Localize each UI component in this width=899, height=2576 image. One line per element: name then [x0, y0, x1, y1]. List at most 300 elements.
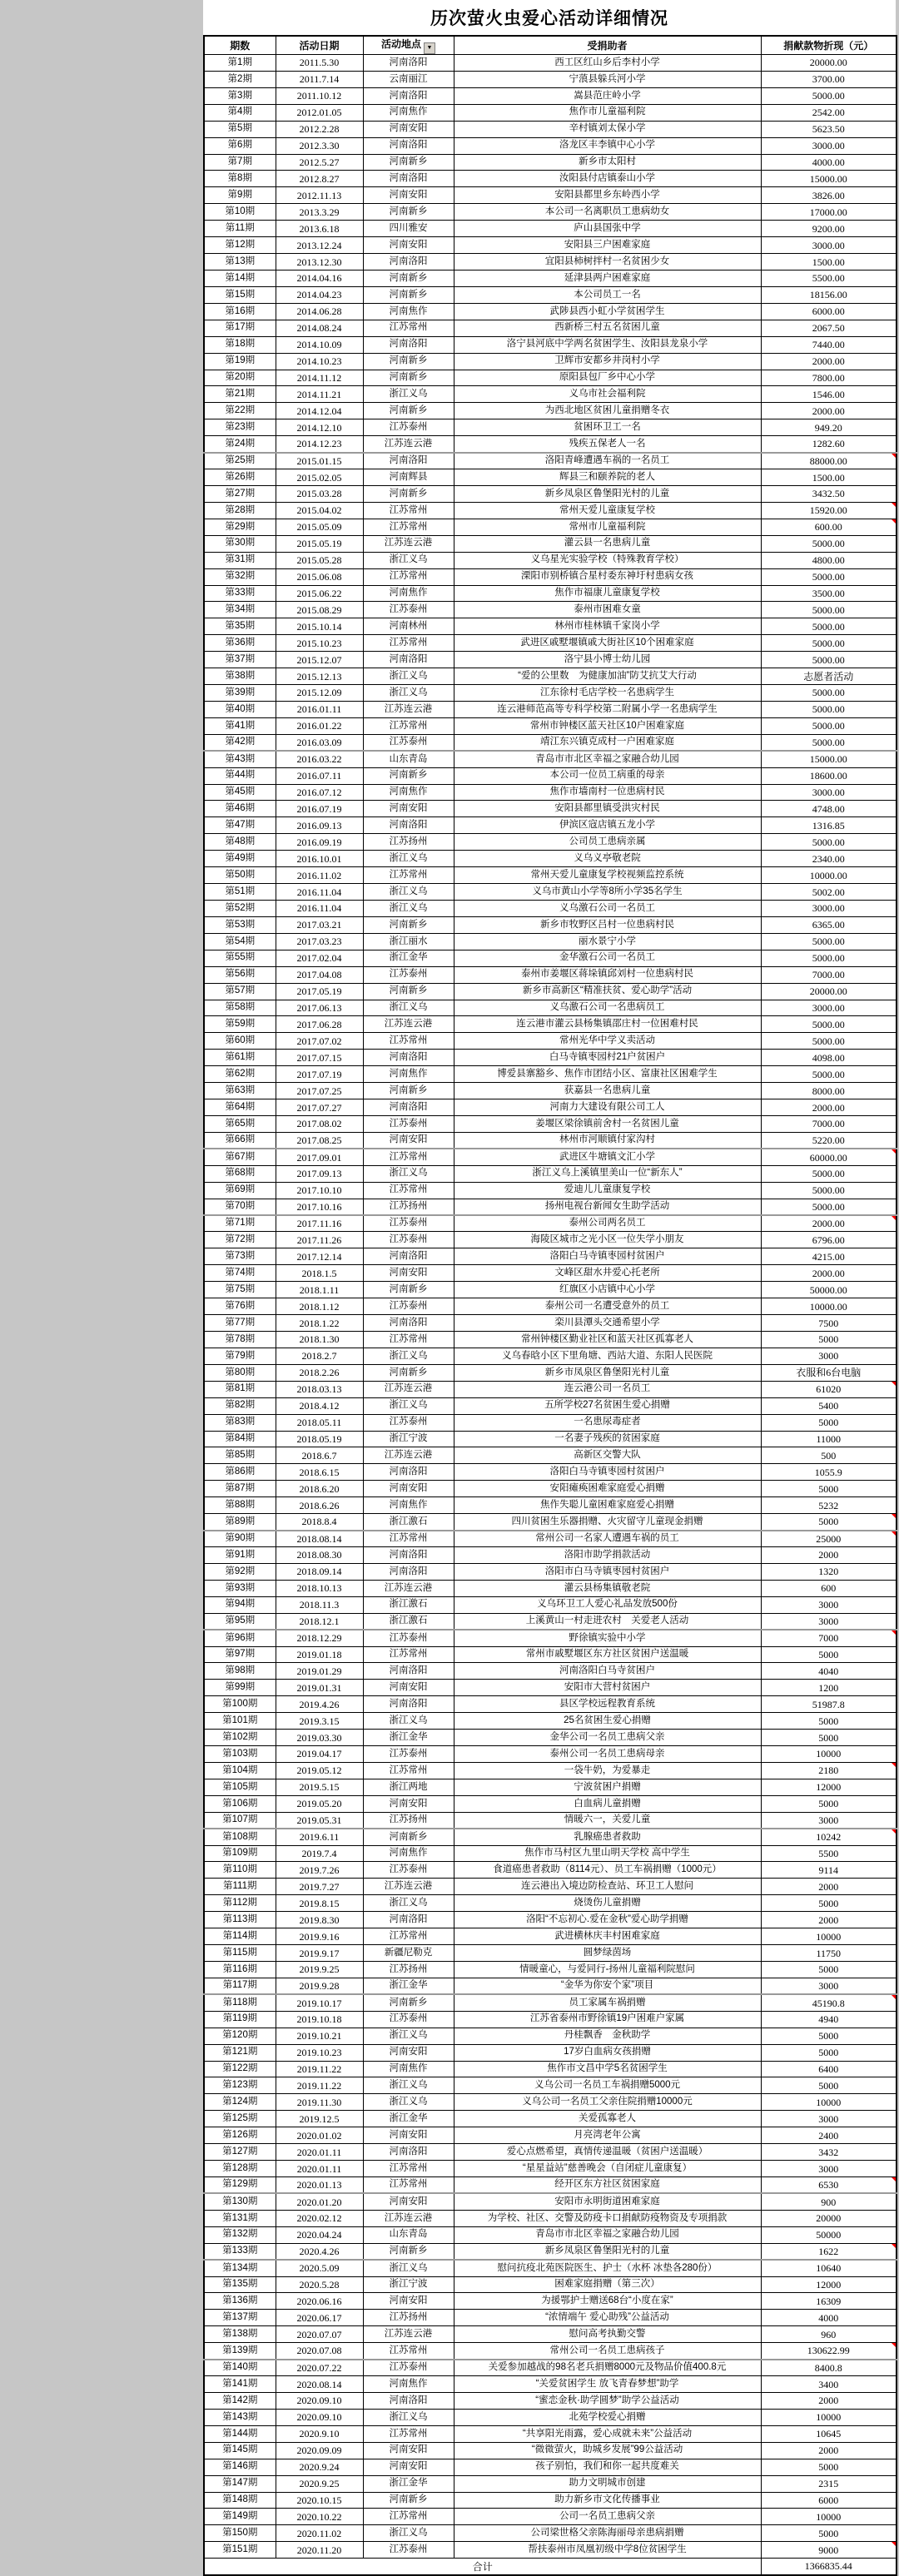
location-cell[interactable]: 河南洛阳 — [363, 1912, 454, 1928]
recipient-cell[interactable]: 义乌市社会福利院 — [454, 386, 761, 403]
amount-cell[interactable]: 3000.00 — [761, 784, 897, 801]
period-cell[interactable]: 第34期 — [204, 602, 276, 618]
location-cell[interactable]: 浙江义乌 — [363, 851, 454, 867]
period-cell[interactable]: 第49期 — [204, 851, 276, 867]
period-cell[interactable]: 第23期 — [204, 419, 276, 436]
location-cell[interactable]: 河南新乡 — [363, 1282, 454, 1298]
recipient-cell[interactable]: 武陟县西小虹小学贫困学生 — [454, 303, 761, 320]
date-cell[interactable]: 2020.01.20 — [276, 2193, 363, 2210]
location-cell[interactable]: 河南安阳 — [363, 1680, 454, 1696]
recipient-cell[interactable]: 嵩县范庄岭小学 — [454, 87, 761, 104]
date-cell[interactable]: 2019.7.26 — [276, 1862, 363, 1879]
recipient-cell[interactable]: 灌云县一名患病儿童 — [454, 535, 761, 552]
recipient-cell[interactable]: 助力新乡市文化传播事业 — [454, 2492, 761, 2509]
period-cell[interactable]: 第5期 — [204, 121, 276, 137]
date-cell[interactable]: 2019.9.25 — [276, 1962, 363, 1978]
period-cell[interactable]: 第104期 — [204, 1762, 276, 1779]
amount-cell[interactable]: 3000 — [761, 1978, 897, 1994]
location-cell[interactable]: 江苏连云港 — [363, 1580, 454, 1596]
amount-cell[interactable]: 2000 — [761, 1546, 897, 1563]
period-cell[interactable]: 第100期 — [204, 1696, 276, 1713]
recipient-cell[interactable]: 义乌春晗小区下里角塘、西站大道、东阳人民医院 — [454, 1348, 761, 1364]
period-cell[interactable]: 第113期 — [204, 1912, 276, 1928]
amount-cell[interactable]: 10640 — [761, 2260, 897, 2276]
recipient-cell[interactable]: 情暖六一，关爱儿童 — [454, 1812, 761, 1829]
recipient-cell[interactable]: 洛阳白马寺镇枣园村贫困户 — [454, 1248, 761, 1265]
amount-cell[interactable]: 5000.00 — [761, 734, 897, 751]
location-cell[interactable]: 浙江金华 — [363, 1978, 454, 1994]
location-cell[interactable]: 河南新乡 — [363, 767, 454, 784]
recipient-cell[interactable]: 靖江东兴镇克成村一户困难家庭 — [454, 734, 761, 751]
date-cell[interactable]: 2018.09.14 — [276, 1563, 363, 1580]
amount-cell[interactable]: 5623.50 — [761, 121, 897, 137]
location-cell[interactable]: 河南焦作 — [363, 784, 454, 801]
amount-cell[interactable]: 5000.00 — [761, 1165, 897, 1182]
recipient-cell[interactable]: 新乡市凤泉区鲁堡阳光村儿童 — [454, 1364, 761, 1381]
period-cell[interactable]: 第151期 — [204, 2542, 276, 2559]
location-cell[interactable]: 江苏连云港 — [363, 2210, 454, 2226]
date-cell[interactable]: 2015.05.19 — [276, 535, 363, 552]
recipient-cell[interactable]: 北苑学校爱心捐赠 — [454, 2409, 761, 2425]
date-cell[interactable]: 2019.9.17 — [276, 1945, 363, 1962]
date-cell[interactable]: 2019.12.5 — [276, 2111, 363, 2127]
location-cell[interactable]: 江苏连云港 — [363, 1381, 454, 1397]
location-cell[interactable]: 河南焦作 — [363, 1845, 454, 1862]
period-cell[interactable]: 第127期 — [204, 2144, 276, 2161]
location-cell[interactable]: 河南洛阳 — [363, 55, 454, 72]
period-cell[interactable]: 第31期 — [204, 552, 276, 568]
amount-cell[interactable]: 15000.00 — [761, 171, 897, 187]
location-cell[interactable]: 江苏扬州 — [363, 834, 454, 851]
amount-cell[interactable]: 949.20 — [761, 419, 897, 436]
recipient-cell[interactable]: 连云港出入境边防检查站、环卫工人慰问 — [454, 1879, 761, 1895]
amount-cell[interactable]: 3826.00 — [761, 187, 897, 204]
amount-cell[interactable]: 5000 — [761, 1331, 897, 1348]
location-cell[interactable]: 江苏常州 — [363, 1149, 454, 1165]
recipient-cell[interactable]: 辛村镇刘太保小学 — [454, 121, 761, 137]
location-cell[interactable]: 江苏泰州 — [363, 602, 454, 618]
period-cell[interactable]: 第133期 — [204, 2243, 276, 2260]
recipient-cell[interactable]: 贫困环卫工一名 — [454, 419, 761, 436]
date-cell[interactable]: 2016.07.19 — [276, 801, 363, 817]
date-cell[interactable]: 2017.10.10 — [276, 1182, 363, 1199]
date-cell[interactable]: 2019.8.30 — [276, 1912, 363, 1928]
amount-cell[interactable]: 10645 — [761, 2425, 897, 2442]
recipient-cell[interactable]: 爱迪儿儿童康复学校 — [454, 1182, 761, 1199]
date-cell[interactable]: 2020.08.14 — [276, 2376, 363, 2393]
period-cell[interactable]: 第98期 — [204, 1663, 276, 1680]
amount-cell[interactable]: 5000 — [761, 1962, 897, 1978]
amount-cell[interactable]: 7500 — [761, 1315, 897, 1332]
date-cell[interactable]: 2018.2.7 — [276, 1348, 363, 1364]
location-cell[interactable]: 浙江金华 — [363, 950, 454, 966]
date-cell[interactable]: 2015.10.14 — [276, 618, 363, 635]
amount-cell[interactable]: 20000.00 — [761, 983, 897, 1000]
amount-cell[interactable]: 3432.50 — [761, 485, 897, 502]
period-cell[interactable]: 第126期 — [204, 2127, 276, 2144]
amount-cell[interactable]: 4748.00 — [761, 801, 897, 817]
amount-cell[interactable]: 15000.00 — [761, 751, 897, 767]
period-cell[interactable]: 第50期 — [204, 867, 276, 884]
period-cell[interactable]: 第45期 — [204, 784, 276, 801]
amount-cell[interactable]: 1055.9 — [761, 1464, 897, 1481]
date-cell[interactable]: 2017.02.04 — [276, 950, 363, 966]
date-cell[interactable]: 2017.08.02 — [276, 1116, 363, 1133]
location-cell[interactable]: 河南安阳 — [363, 2044, 454, 2061]
amount-cell[interactable]: 2000.00 — [761, 353, 897, 370]
amount-cell[interactable]: 3000 — [761, 2111, 897, 2127]
period-cell[interactable]: 第138期 — [204, 2326, 276, 2343]
period-cell[interactable]: 第53期 — [204, 916, 276, 933]
date-cell[interactable]: 2017.06.28 — [276, 1016, 363, 1033]
recipient-cell[interactable]: 栾川县潭头交通希望小学 — [454, 1315, 761, 1332]
amount-cell[interactable]: 5000 — [761, 2525, 897, 2542]
date-cell[interactable]: 2015.10.23 — [276, 635, 363, 652]
recipient-cell[interactable]: 孩子别怕，我们和你一起共度难关 — [454, 2459, 761, 2475]
recipient-cell[interactable]: 宁波贫困户捐赠 — [454, 1779, 761, 1795]
date-cell[interactable]: 2017.03.21 — [276, 916, 363, 933]
recipient-cell[interactable]: 姜堰区梁徐镇前舍村一名贫困儿童 — [454, 1116, 761, 1133]
period-cell[interactable]: 第115期 — [204, 1945, 276, 1962]
amount-cell[interactable]: 志愿者活动 — [761, 668, 897, 685]
period-cell[interactable]: 第136期 — [204, 2293, 276, 2310]
amount-cell[interactable]: 2180 — [761, 1762, 897, 1779]
date-cell[interactable]: 2013.3.29 — [276, 204, 363, 221]
period-cell[interactable]: 第19期 — [204, 353, 276, 370]
recipient-cell[interactable]: 常州天爱儿童康复学校 — [454, 502, 761, 519]
period-cell[interactable]: 第13期 — [204, 254, 276, 271]
date-cell[interactable]: 2018.6.26 — [276, 1497, 363, 1514]
date-cell[interactable]: 2013.12.24 — [276, 237, 363, 254]
period-cell[interactable]: 第83期 — [204, 1414, 276, 1431]
period-cell[interactable]: 第69期 — [204, 1182, 276, 1199]
amount-cell[interactable]: 5000.00 — [761, 1033, 897, 1050]
period-cell[interactable]: 第145期 — [204, 2442, 276, 2459]
recipient-cell[interactable]: 新乡凤泉区鲁堡阳光村的儿童 — [454, 2243, 761, 2260]
period-cell[interactable]: 第102期 — [204, 1730, 276, 1746]
recipient-cell[interactable]: 文峰区甜水井爱心托老所 — [454, 1265, 761, 1282]
date-cell[interactable]: 2011.10.12 — [276, 87, 363, 104]
location-cell[interactable]: 江苏泰州 — [363, 1862, 454, 1879]
date-cell[interactable]: 2019.01.31 — [276, 1680, 363, 1696]
period-cell[interactable]: 第144期 — [204, 2425, 276, 2442]
date-cell[interactable]: 2017.12.14 — [276, 1248, 363, 1265]
amount-cell[interactable]: 4098.00 — [761, 1050, 897, 1066]
amount-cell[interactable]: 61020 — [761, 1381, 897, 1397]
date-cell[interactable]: 2019.10.23 — [276, 2044, 363, 2061]
location-cell[interactable]: 浙江宁波 — [363, 2276, 454, 2293]
amount-cell[interactable]: 1546.00 — [761, 386, 897, 403]
recipient-cell[interactable]: 宜阳县柿树拌村一名贫困少女 — [454, 254, 761, 271]
amount-cell[interactable]: 50000 — [761, 2226, 897, 2243]
amount-cell[interactable]: 5000.00 — [761, 535, 897, 552]
amount-cell[interactable]: 3000 — [761, 1812, 897, 1829]
recipient-cell[interactable]: “浓情端午 爱心助残”公益活动 — [454, 2310, 761, 2326]
period-cell[interactable]: 第142期 — [204, 2392, 276, 2409]
location-cell[interactable]: 河南焦作 — [363, 2061, 454, 2077]
amount-cell[interactable]: 6796.00 — [761, 1232, 897, 1248]
location-cell[interactable]: 河南安阳 — [363, 1481, 454, 1497]
location-cell[interactable]: 河南安阳 — [363, 2193, 454, 2210]
location-cell[interactable]: 河南安阳 — [363, 187, 454, 204]
date-cell[interactable]: 2020.5.09 — [276, 2260, 363, 2276]
amount-cell[interactable]: 10000 — [761, 2094, 897, 2111]
location-cell[interactable]: 江苏连云港 — [363, 701, 454, 717]
date-cell[interactable]: 2019.8.15 — [276, 1895, 363, 1912]
date-cell[interactable]: 2017.10.16 — [276, 1199, 363, 1215]
location-cell[interactable]: 山东青岛 — [363, 2226, 454, 2243]
recipient-cell[interactable]: 泰州公司两名员工 — [454, 1215, 761, 1232]
location-cell[interactable]: 河南焦作 — [363, 1497, 454, 1514]
location-cell[interactable]: 江苏常州 — [363, 519, 454, 535]
location-cell[interactable]: 河南洛阳 — [363, 1563, 454, 1580]
location-cell[interactable]: 河南新乡 — [363, 286, 454, 303]
date-cell[interactable]: 2018.1.5 — [276, 1265, 363, 1282]
recipient-cell[interactable]: 义乌公司一名员工车祸捐赠5000元 — [454, 2077, 761, 2094]
amount-cell[interactable]: 3000 — [761, 1348, 897, 1364]
date-cell[interactable]: 2019.5.15 — [276, 1779, 363, 1795]
amount-cell[interactable]: 4215.00 — [761, 1248, 897, 1265]
recipient-cell[interactable]: 五所学校27名贫困生爱心捐赠 — [454, 1397, 761, 1414]
location-cell[interactable]: 浙江激石 — [363, 1514, 454, 1531]
location-cell[interactable]: 河南洛阳 — [363, 652, 454, 668]
amount-cell[interactable]: 130622.99 — [761, 2343, 897, 2360]
date-cell[interactable]: 2020.02.12 — [276, 2210, 363, 2226]
date-cell[interactable]: 2020.07.08 — [276, 2343, 363, 2360]
period-cell[interactable]: 第68期 — [204, 1165, 276, 1182]
date-cell[interactable]: 2018.05.19 — [276, 1431, 363, 1447]
amount-cell[interactable]: 5000.00 — [761, 834, 897, 851]
period-cell[interactable]: 第14期 — [204, 270, 276, 286]
recipient-cell[interactable]: 17岁白血病女孩捐赠 — [454, 2044, 761, 2061]
amount-cell[interactable]: 5000 — [761, 1414, 897, 1431]
recipient-cell[interactable]: 常州市戚墅堰区东方社区贫困户送温暖 — [454, 1646, 761, 1663]
recipient-cell[interactable]: 溧阳市别桥镇合星村委东神圩村患病女孩 — [454, 568, 761, 585]
date-cell[interactable]: 2014.04.23 — [276, 286, 363, 303]
recipient-cell[interactable]: 义乌市黄山小学等8所小学35名学生 — [454, 884, 761, 901]
period-cell[interactable]: 第35期 — [204, 618, 276, 635]
amount-cell[interactable]: 6000 — [761, 2492, 897, 2509]
recipient-cell[interactable]: 25名贫困生爱心捐赠 — [454, 1713, 761, 1730]
date-cell[interactable]: 2019.9.16 — [276, 1928, 363, 1945]
recipient-cell[interactable]: 常州天爱儿童康复学校视频监控系统 — [454, 867, 761, 884]
period-cell[interactable]: 第135期 — [204, 2276, 276, 2293]
period-cell[interactable]: 第48期 — [204, 834, 276, 851]
date-cell[interactable]: 2014.06.28 — [276, 303, 363, 320]
recipient-cell[interactable]: 金华公司一名员工患病父亲 — [454, 1730, 761, 1746]
date-cell[interactable]: 2020.9.24 — [276, 2459, 363, 2475]
location-cell[interactable]: 浙江义乌 — [363, 2077, 454, 2094]
recipient-cell[interactable]: 乳腺癌患者救助 — [454, 1829, 761, 1845]
recipient-cell[interactable]: 扬州电视台新闻女生助学活动 — [454, 1199, 761, 1215]
location-cell[interactable]: 江苏泰州 — [363, 1746, 454, 1763]
recipient-cell[interactable]: 慰问高考执勤交警 — [454, 2326, 761, 2343]
location-cell[interactable]: 浙江金华 — [363, 2111, 454, 2127]
amount-cell[interactable]: 6000.00 — [761, 303, 897, 320]
date-cell[interactable]: 2019.7.27 — [276, 1879, 363, 1895]
amount-cell[interactable]: 16309 — [761, 2293, 897, 2310]
amount-cell[interactable]: 3000.00 — [761, 237, 897, 254]
location-cell[interactable]: 江苏扬州 — [363, 1962, 454, 1978]
amount-cell[interactable]: 500 — [761, 1447, 897, 1464]
amount-cell[interactable]: 5000 — [761, 1481, 897, 1497]
date-cell[interactable]: 2020.01.11 — [276, 2144, 363, 2161]
recipient-cell[interactable]: 困难家庭捐赠（第三次） — [454, 2276, 761, 2293]
location-cell[interactable]: 河南洛阳 — [363, 1696, 454, 1713]
period-cell[interactable]: 第20期 — [204, 370, 276, 386]
amount-cell[interactable]: 5000 — [761, 2044, 897, 2061]
date-cell[interactable]: 2019.04.17 — [276, 1746, 363, 1763]
location-cell[interactable]: 河南新乡 — [363, 204, 454, 221]
period-cell[interactable]: 第3期 — [204, 87, 276, 104]
date-cell[interactable]: 2014.11.12 — [276, 370, 363, 386]
location-cell[interactable]: 江苏常州 — [363, 2177, 454, 2194]
period-cell[interactable]: 第54期 — [204, 933, 276, 950]
date-cell[interactable]: 2018.11.3 — [276, 1596, 363, 1613]
amount-cell[interactable]: 3000 — [761, 1613, 897, 1630]
location-cell[interactable]: 浙江义乌 — [363, 685, 454, 702]
location-cell[interactable]: 江苏连云港 — [363, 1447, 454, 1464]
period-cell[interactable]: 第72期 — [204, 1232, 276, 1248]
recipient-cell[interactable]: 残疾五保老人一名 — [454, 436, 761, 453]
amount-cell[interactable]: 5500 — [761, 1845, 897, 1862]
recipient-cell[interactable]: 焦作市儿童福利院 — [454, 104, 761, 121]
location-cell[interactable]: 江苏扬州 — [363, 1812, 454, 1829]
recipient-cell[interactable]: 新乡市太阳村 — [454, 154, 761, 171]
location-cell[interactable]: 江苏常州 — [363, 320, 454, 336]
amount-cell[interactable]: 20000 — [761, 2210, 897, 2226]
recipient-cell[interactable]: 原阳县包厂乡中心小学 — [454, 370, 761, 386]
recipient-cell[interactable]: 常州市儿童福利院 — [454, 519, 761, 535]
location-cell[interactable]: 河南新乡 — [363, 353, 454, 370]
location-cell[interactable]: 江苏泰州 — [363, 966, 454, 983]
amount-cell[interactable]: 3432 — [761, 2144, 897, 2161]
location-cell[interactable]: 江苏连云港 — [363, 1016, 454, 1033]
period-cell[interactable]: 第63期 — [204, 1083, 276, 1099]
location-cell[interactable]: 浙江金华 — [363, 1730, 454, 1746]
amount-cell[interactable]: 5000 — [761, 1514, 897, 1531]
amount-cell[interactable]: 7800.00 — [761, 370, 897, 386]
period-cell[interactable]: 第78期 — [204, 1331, 276, 1348]
period-cell[interactable]: 第74期 — [204, 1265, 276, 1282]
location-cell[interactable]: 江苏连云港 — [363, 535, 454, 552]
location-cell[interactable]: 河南洛阳 — [363, 817, 454, 834]
recipient-cell[interactable]: 江苏省泰州市野徐镇19户困难户家属 — [454, 2011, 761, 2028]
location-cell[interactable]: 江苏常州 — [363, 1762, 454, 1779]
location-cell[interactable]: 浙江激石 — [363, 1613, 454, 1630]
date-cell[interactable]: 2015.06.22 — [276, 585, 363, 602]
recipient-cell[interactable]: 获嘉县一名患病儿童 — [454, 1083, 761, 1099]
location-cell[interactable]: 江苏常州 — [363, 1928, 454, 1945]
recipient-cell[interactable]: 义乌激石公司一名患病员工 — [454, 1000, 761, 1016]
date-cell[interactable]: 2019.01.18 — [276, 1646, 363, 1663]
date-cell[interactable]: 2017.08.25 — [276, 1132, 363, 1149]
date-cell[interactable]: 2019.01.29 — [276, 1663, 363, 1680]
amount-cell[interactable]: 1500.00 — [761, 469, 897, 486]
period-cell[interactable]: 第123期 — [204, 2077, 276, 2094]
location-cell[interactable]: 河南洛阳 — [363, 1050, 454, 1066]
location-cell[interactable]: 河南焦作 — [363, 1066, 454, 1083]
period-cell[interactable]: 第43期 — [204, 751, 276, 767]
date-cell[interactable]: 2014.04.16 — [276, 270, 363, 286]
period-cell[interactable]: 第44期 — [204, 767, 276, 784]
amount-cell[interactable]: 600 — [761, 1580, 897, 1596]
recipient-cell[interactable]: “共享阳光雨露，爱心成就未来”公益活动 — [454, 2425, 761, 2442]
location-cell[interactable]: 浙江义乌 — [363, 1895, 454, 1912]
location-cell[interactable]: 江苏常州 — [363, 1646, 454, 1663]
location-cell[interactable]: 河南新乡 — [363, 983, 454, 1000]
date-cell[interactable]: 2015.06.08 — [276, 568, 363, 585]
period-cell[interactable]: 第121期 — [204, 2044, 276, 2061]
amount-cell[interactable]: 900 — [761, 2193, 897, 2210]
location-cell[interactable]: 河南林州 — [363, 618, 454, 635]
location-cell[interactable]: 河南焦作 — [363, 104, 454, 121]
recipient-cell[interactable]: 一袋牛奶，为爱暴走 — [454, 1762, 761, 1779]
amount-cell[interactable]: 51987.8 — [761, 1696, 897, 1713]
recipient-cell[interactable]: 白马寺镇枣园村21户贫困户 — [454, 1050, 761, 1066]
date-cell[interactable]: 2017.07.15 — [276, 1050, 363, 1066]
recipient-cell[interactable]: 常州光华中学义卖活动 — [454, 1033, 761, 1050]
location-cell[interactable]: 河南洛阳 — [363, 1663, 454, 1680]
recipient-cell[interactable]: 西工区红山乡后李村小学 — [454, 55, 761, 72]
location-cell[interactable]: 河南焦作 — [363, 585, 454, 602]
amount-cell[interactable]: 2400 — [761, 2127, 897, 2144]
recipient-cell[interactable]: 宁蒗县躲兵河小学 — [454, 71, 761, 87]
location-cell[interactable]: 河南新乡 — [363, 2243, 454, 2260]
amount-cell[interactable]: 15920.00 — [761, 502, 897, 519]
recipient-cell[interactable]: 上溪黄山一村走进农村 关爱老人活动 — [454, 1613, 761, 1630]
period-cell[interactable]: 第8期 — [204, 171, 276, 187]
amount-cell[interactable]: 10000 — [761, 2409, 897, 2425]
location-cell[interactable]: 浙江义乌 — [363, 1713, 454, 1730]
date-cell[interactable]: 2019.05.20 — [276, 1795, 363, 1812]
period-cell[interactable]: 第103期 — [204, 1746, 276, 1763]
recipient-cell[interactable]: 连云港市灌云县杨集镇邵庄村一位困难村民 — [454, 1016, 761, 1033]
period-cell[interactable]: 第132期 — [204, 2226, 276, 2243]
period-cell[interactable]: 第17期 — [204, 320, 276, 336]
recipient-cell[interactable]: 洛阳青峰遭遇车祸的一名员工 — [454, 453, 761, 469]
date-cell[interactable]: 2015.05.09 — [276, 519, 363, 535]
date-cell[interactable]: 2018.8.4 — [276, 1514, 363, 1531]
amount-cell[interactable]: 4000.00 — [761, 154, 897, 171]
recipient-cell[interactable]: 林州市桂林镇千家岗小学 — [454, 618, 761, 635]
amount-cell[interactable]: 9114 — [761, 1862, 897, 1879]
location-cell[interactable]: 江苏扬州 — [363, 2310, 454, 2326]
recipient-cell[interactable]: 慰问抗疫北苑医院医生、护士（水杯 冰垫各280份） — [454, 2260, 761, 2276]
amount-cell[interactable]: 2000.00 — [761, 403, 897, 419]
period-cell[interactable]: 第18期 — [204, 336, 276, 353]
period-cell[interactable]: 第101期 — [204, 1713, 276, 1730]
date-cell[interactable]: 2016.11.04 — [276, 884, 363, 901]
amount-cell[interactable]: 5400 — [761, 1397, 897, 1414]
date-cell[interactable]: 2020.06.16 — [276, 2293, 363, 2310]
recipient-cell[interactable]: 月亮湾老年公寓 — [454, 2127, 761, 2144]
period-cell[interactable]: 第139期 — [204, 2343, 276, 2360]
period-cell[interactable]: 第94期 — [204, 1596, 276, 1613]
amount-cell[interactable]: 2000 — [761, 2392, 897, 2409]
date-cell[interactable]: 2020.9.10 — [276, 2425, 363, 2442]
recipient-cell[interactable]: 焦作市福康儿童康复学校 — [454, 585, 761, 602]
date-cell[interactable]: 2019.10.21 — [276, 2028, 363, 2044]
amount-cell[interactable]: 5000 — [761, 1646, 897, 1663]
period-cell[interactable]: 第85期 — [204, 1447, 276, 1464]
recipient-cell[interactable]: 常州市钟楼区蓝天社区10户困难家庭 — [454, 717, 761, 734]
period-cell[interactable]: 第111期 — [204, 1879, 276, 1895]
date-cell[interactable]: 2018.1.22 — [276, 1315, 363, 1332]
period-cell[interactable]: 第24期 — [204, 436, 276, 453]
location-cell[interactable]: 江苏常州 — [363, 1531, 454, 1547]
period-cell[interactable]: 第141期 — [204, 2376, 276, 2393]
